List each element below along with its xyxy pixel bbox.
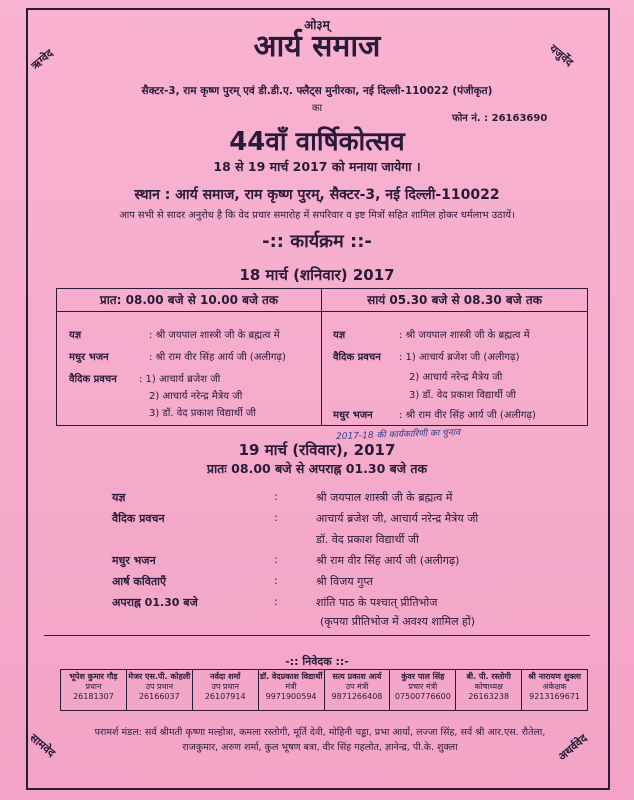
evening-pravachan-1: : 1) आचार्य ब्रजेश जी (अलीगढ़) <box>399 352 520 363</box>
corner-samaveda: सामवेद <box>27 731 58 760</box>
day1-schedule-table <box>56 288 588 426</box>
day2-row-label: यज्ञ <box>112 491 126 504</box>
evening-pravachan-label: वैदिक प्रवचन <box>333 352 381 363</box>
morning-pravachan-2: 2) आचार्य नरेन्द्र मैत्रेय जी <box>149 391 243 402</box>
org-phone: फोन नं. : 26163690 <box>452 113 548 124</box>
member-phone: 07500776600 <box>394 692 451 701</box>
member-name: बी. पी. रस्तोगी <box>466 672 511 681</box>
day2-row-label: आर्ष कविताएँ <box>112 575 167 588</box>
morning-yajna: : श्री जयपाल शास्त्री जी के ब्रह्मत्व में <box>149 330 280 341</box>
evening-yajna-label: यज्ञ <box>333 330 346 341</box>
om-symbol: ओ३म् <box>304 18 330 32</box>
day2-row-value: श्री विजय गुप्त <box>316 575 373 588</box>
member-role: मंत्री <box>285 682 297 691</box>
corner-yajurveda: यजुर्वेद <box>546 42 576 69</box>
morning-bhajan: : श्री राम वीर सिंह आर्य जी (अलीगढ़) <box>149 352 286 363</box>
member-name: डॉ. वेदप्रकाश विद्यार्थी <box>259 672 323 681</box>
member-role: प्रचार मंत्री <box>408 682 438 691</box>
member-name: कुंवर पाल सिंह <box>401 672 445 681</box>
evening-bhajan: : श्री राम वीर सिंह आर्य जी (अलीगढ़) <box>399 410 536 421</box>
morning-pravachan-label: वैदिक प्रवचन <box>69 374 117 385</box>
morning-pravachan-1: : 1) आचार्य ब्रजेश जी <box>139 374 221 385</box>
day2-row-value: डॉ. वेद प्रकाश विद्यार्थी जी <box>316 533 419 546</box>
member-cell <box>193 670 259 710</box>
member-phone: 26166037 <box>138 692 180 701</box>
member-role: प्रधान <box>85 682 102 691</box>
event-dates: 18 से 19 मार्च 2017 को मनाया जायेगा । <box>213 159 421 174</box>
evening-yajna: : श्री जयपाल शास्त्री जी के ब्रह्मत्व में <box>399 330 530 341</box>
corner-atharvaveda: अथर्ववेद <box>555 731 590 764</box>
day2-row-label: मधुर भजन <box>112 554 156 567</box>
org-address: सैक्टर-3, राम कृष्ण पुरम् एवं डी.डी.ए. फ्लैट्स मुनीरका, नई दिल्ली-110022 (पंजीकृत) <box>141 85 493 97</box>
member-cell <box>522 670 587 710</box>
member-cell <box>456 670 522 710</box>
day2-row-value: शांति पाठ के पश्चात् प्रीतिभोज <box>316 596 438 609</box>
event-venue: स्थान : आर्य समाज, राम कृष्ण पुरम्, सैक्टर-3, नई दिल्ली-110022 <box>134 187 500 203</box>
morning-yajna-label: यज्ञ <box>69 330 82 341</box>
member-phone: 9213169671 <box>529 692 581 701</box>
day2-row-sep: : <box>274 490 278 503</box>
invite-text: आप सभी से सादर अनुरोध है कि वेद प्रचार समारोह में सपरिवार व इष्ट मित्रों सहित शामिल होकर धर्मलाभ उठायें। <box>119 210 515 221</box>
nivedak-heading: -:: निवेदक ::- <box>285 655 349 668</box>
member-name: श्री नारायण शुक्ला <box>528 672 581 681</box>
member-name: नर्वदा शर्मा <box>210 672 241 681</box>
day2-time: प्रातः 08.00 बजे से अपराह्न 01.30 बजे तक <box>206 461 428 476</box>
day2-row-label: वैदिक प्रवचन <box>112 512 165 525</box>
day2-row-sep: : <box>274 574 278 587</box>
day2-row-value: (कृपया प्रीतिभोज में अवश्य शामिल हों) <box>320 615 476 628</box>
advisory-council: परामर्श मंडल: सर्व श्रीमती कृष्णा मल्होत्रा, कमला रस्तोगी, मूर्ति देवी, मोहिनी चड्ढा, प्रभा आर्या, लज्जा सिंह, सर्व श्री आर.एस. रौतेला, राजकुमार, अरुण शर्मा, कुल भूषण बत्रा, वीर सिंह गहलोत, ज्ञानेन्द्र, पी.के. शुक्ला <box>94 727 546 753</box>
member-role: कोषाध्यक्ष <box>474 682 503 691</box>
ka-text: का <box>311 103 323 114</box>
member-phone: 26181307 <box>73 692 114 701</box>
evening-time: सायं 05.30 बजे से 08.30 बजे तक <box>322 289 587 312</box>
day2-row-value: श्री जयपाल शास्त्री जी के ब्रह्मत्व में <box>316 491 453 504</box>
member-phone: 26107914 <box>204 692 246 701</box>
member-name: भूपेश कुमार गौड़ <box>69 672 118 681</box>
handwritten-note: 2017-18 की कार्यकारिणी का चुनाव <box>335 427 461 443</box>
day2-row-value: श्री राम वीर सिंह आर्य जी (अलीगढ़) <box>316 554 460 567</box>
corner-rigveda: ऋग्वेद <box>28 46 56 73</box>
member-phone: 26163238 <box>468 692 510 701</box>
evening-pravachan-2: 2) आचार्य नरेन्द्र मैत्रेय जी <box>409 372 503 383</box>
member-name: मेजर एस.पी. कोहली <box>128 672 191 681</box>
morning-bhajan-label: मधुर भजन <box>69 352 109 363</box>
program-heading: -:: कार्यक्रम ::- <box>262 231 372 252</box>
evening-pravachan-3: 3) डॉ. वेद प्रकाश विद्यार्थी जी <box>409 390 516 401</box>
morning-time: प्रात: 08.00 बजे से 10.00 बजे तक <box>57 289 321 312</box>
member-name: सत्य प्रकाश आर्य <box>332 672 382 681</box>
member-cell <box>259 670 325 710</box>
member-role: उप मंत्री <box>345 682 369 691</box>
org-title: आर्य समाज <box>253 29 381 64</box>
day2-heading: 19 मार्च (रविवार), 2017 <box>238 441 396 459</box>
morning-pravachan-3: 3) डॉ. वेद प्रकाश विद्यार्थी जी <box>149 408 256 419</box>
day1-heading: 18 मार्च (शनिवार) 2017 <box>239 266 395 284</box>
member-cell <box>390 670 456 710</box>
members-table <box>60 669 588 711</box>
member-role: उप प्रधान <box>145 682 174 691</box>
section-divider <box>44 635 590 636</box>
day2-row-value: आचार्य ब्रजेश जी, आचार्य नरेन्द्र मैत्रेय जी <box>316 512 479 525</box>
day2-row-sep: : <box>274 595 278 608</box>
member-role: अंकेक्षक <box>542 682 567 691</box>
event-title: 44वाँ वार्षिकोत्सव <box>229 127 405 157</box>
member-cell <box>61 670 127 710</box>
day2-row-sep: : <box>274 511 278 524</box>
evening-bhajan-label: मधुर भजन <box>333 410 373 421</box>
day2-row-sep: : <box>274 553 278 566</box>
member-cell <box>127 670 193 710</box>
member-phone: 9871266408 <box>331 692 383 701</box>
member-phone: 9971900594 <box>265 692 317 701</box>
day2-row-label: अपराह्न 01.30 बजे <box>112 596 198 609</box>
member-cell <box>325 670 391 710</box>
member-role: उप प्रधान <box>211 682 239 691</box>
